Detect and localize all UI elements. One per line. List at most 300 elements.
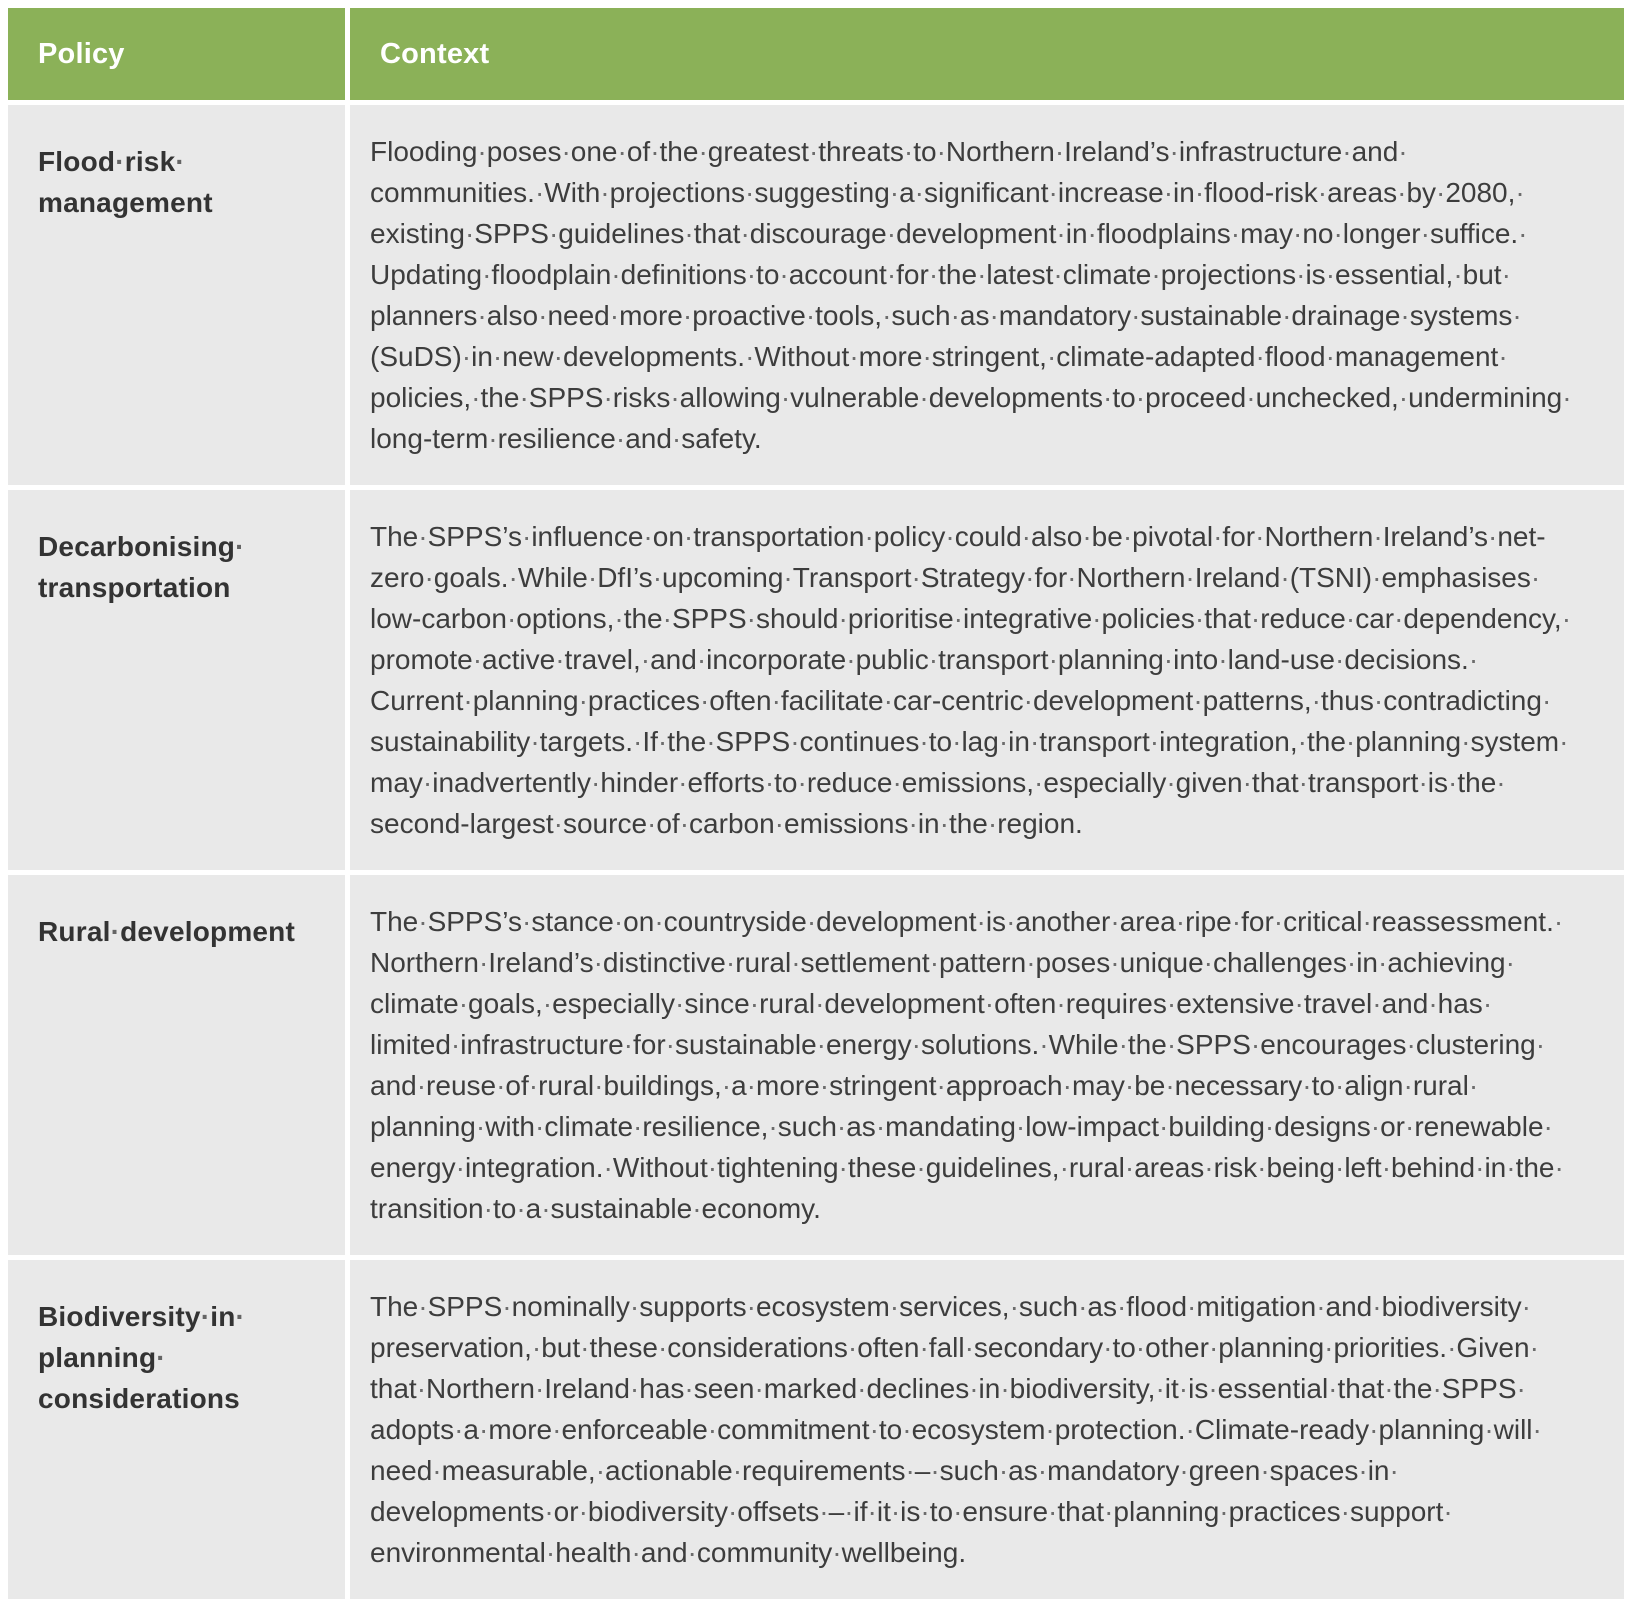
- space-formatting-mark: ·: [928, 644, 939, 675]
- space-formatting-mark: ·: [1370, 1111, 1381, 1142]
- space-formatting-mark: ·: [1034, 767, 1044, 798]
- space-formatting-mark: ·: [846, 644, 856, 675]
- space-formatting-mark: ·: [1135, 1332, 1146, 1363]
- space-formatting-mark: ·: [115, 146, 125, 177]
- space-formatting-mark: ·: [1398, 382, 1409, 413]
- table-row: [8, 875, 1624, 1255]
- space-formatting-mark: ·: [522, 906, 532, 937]
- space-formatting-mark: ·: [976, 906, 986, 937]
- space-formatting-mark: ·: [615, 423, 626, 454]
- space-formatting-mark: ·: [886, 218, 897, 249]
- space-formatting-mark: ·: [235, 1301, 246, 1332]
- space-formatting-mark: ·: [945, 521, 955, 552]
- space-formatting-mark: ·: [903, 136, 914, 167]
- space-formatting-mark: ·: [609, 300, 620, 331]
- space-formatting-mark: ·: [1203, 947, 1213, 978]
- space-formatting-mark: ·: [774, 808, 784, 839]
- space-formatting-mark: ·: [502, 1291, 512, 1322]
- space-formatting-mark: ·: [1053, 259, 1063, 290]
- space-formatting-mark: ·: [535, 1111, 545, 1142]
- space-formatting-mark: ·: [684, 218, 694, 249]
- space-formatting-mark: ·: [1103, 1332, 1113, 1363]
- space-formatting-mark: ·: [911, 1029, 921, 1060]
- space-formatting-mark: ·: [1175, 906, 1186, 937]
- space-formatting-mark: ·: [1029, 726, 1040, 757]
- space-formatting-mark: ·: [836, 1111, 847, 1142]
- space-formatting-mark: ·: [1292, 218, 1303, 249]
- space-formatting-mark: ·: [595, 1455, 606, 1486]
- space-formatting-mark: ·: [1406, 1029, 1416, 1060]
- space-formatting-mark: ·: [1110, 906, 1120, 937]
- space-formatting-mark: ·: [682, 300, 693, 331]
- space-formatting-mark: ·: [506, 603, 517, 634]
- space-formatting-mark: ·: [989, 300, 999, 331]
- space-formatting-mark: ·: [1373, 521, 1383, 552]
- space-formatting-mark: ·: [1554, 1152, 1564, 1183]
- space-formatting-mark: ·: [1443, 1496, 1453, 1527]
- space-formatting-mark: ·: [471, 382, 481, 413]
- space-formatting-mark: ·: [746, 603, 756, 634]
- space-formatting-mark: ·: [548, 218, 559, 249]
- space-formatting-mark: ·: [998, 726, 1009, 757]
- space-formatting-mark: ·: [1025, 562, 1035, 593]
- space-formatting-mark: ·: [600, 177, 610, 208]
- space-formatting-mark: ·: [1381, 1152, 1392, 1183]
- space-formatting-mark: ·: [1026, 947, 1036, 978]
- policy-context-table: [3, 3, 1629, 1604]
- space-formatting-mark: ·: [1045, 1414, 1055, 1445]
- space-formatting-mark: ·: [1316, 1291, 1326, 1322]
- space-formatting-mark: ·: [1257, 1152, 1267, 1183]
- space-formatting-mark: ·: [1219, 1496, 1229, 1527]
- space-formatting-mark: ·: [1131, 300, 1141, 331]
- space-formatting-mark: ·: [791, 947, 801, 978]
- space-formatting-mark: ·: [987, 808, 998, 839]
- space-formatting-mark: ·: [1280, 562, 1290, 593]
- space-formatting-mark: ·: [450, 1029, 461, 1060]
- space-formatting-mark: ·: [1418, 767, 1428, 798]
- space-formatting-mark: ·: [1461, 726, 1471, 757]
- space-formatting-mark: ·: [867, 1496, 877, 1527]
- space-formatting-mark: ·: [418, 906, 428, 937]
- space-formatting-mark: ·: [1333, 218, 1343, 249]
- space-formatting-mark: ·: [746, 1070, 756, 1101]
- space-formatting-mark: ·: [1541, 685, 1552, 716]
- space-formatting-mark: ·: [1335, 644, 1345, 675]
- space-formatting-mark: ·: [721, 1070, 732, 1101]
- space-formatting-mark: ·: [1384, 1373, 1394, 1404]
- space-formatting-mark: ·: [1179, 1455, 1189, 1486]
- space-formatting-mark: ·: [1242, 767, 1252, 798]
- space-formatting-mark: ·: [919, 1332, 929, 1363]
- space-formatting-mark: ·: [175, 146, 185, 177]
- space-formatting-mark: ·: [746, 259, 757, 290]
- space-formatting-mark: ·: [623, 1029, 633, 1060]
- space-formatting-mark: ·: [1193, 685, 1203, 716]
- space-formatting-mark: ·: [1372, 1291, 1382, 1322]
- space-formatting-mark: ·: [235, 531, 245, 562]
- space-formatting-mark: ·: [1110, 947, 1120, 978]
- space-formatting-mark: ·: [1056, 988, 1066, 1019]
- space-formatting-mark: ·: [488, 423, 498, 454]
- space-formatting-mark: ·: [671, 423, 682, 454]
- space-formatting-mark: ·: [936, 136, 946, 167]
- space-formatting-mark: ·: [928, 259, 939, 290]
- space-formatting-mark: ·: [1561, 603, 1572, 634]
- space-formatting-mark: ·: [587, 562, 598, 593]
- space-formatting-mark: ·: [1294, 988, 1304, 1019]
- space-formatting-mark: ·: [892, 767, 902, 798]
- space-formatting-mark: ·: [483, 1193, 493, 1224]
- space-formatting-mark: ·: [1518, 218, 1528, 249]
- space-formatting-mark: ·: [1194, 603, 1205, 634]
- space-formatting-mark: ·: [591, 767, 601, 798]
- space-formatting-mark: ·: [1062, 1070, 1072, 1101]
- space-formatting-mark: ·: [640, 644, 651, 675]
- space-formatting-mark: ·: [482, 259, 492, 290]
- space-formatting-mark: ·: [1037, 1455, 1048, 1486]
- space-formatting-mark: ·: [1543, 1111, 1553, 1142]
- space-formatting-mark: ·: [1516, 1373, 1526, 1404]
- space-formatting-mark: ·: [1488, 521, 1498, 552]
- space-formatting-mark: ·: [1009, 1291, 1019, 1322]
- space-formatting-mark: ·: [936, 1070, 946, 1101]
- space-formatting-mark: ·: [1218, 644, 1228, 675]
- space-formatting-mark: ·: [1056, 218, 1066, 249]
- space-formatting-mark: ·: [1078, 1291, 1088, 1322]
- space-formatting-mark: ·: [1394, 603, 1404, 634]
- space-formatting-mark: ·: [1342, 136, 1352, 167]
- space-formatting-mark: ·: [647, 808, 657, 839]
- space-formatting-mark: ·: [1092, 603, 1102, 634]
- space-formatting-mark: ·: [1506, 1152, 1516, 1183]
- space-formatting-mark: ·: [698, 136, 708, 167]
- space-formatting-mark: ·: [740, 218, 750, 249]
- space-formatting-mark: ·: [1432, 1373, 1442, 1404]
- space-formatting-mark: ·: [816, 1029, 826, 1060]
- space-formatting-mark: ·: [911, 562, 921, 593]
- space-formatting-mark: ·: [749, 988, 760, 1019]
- space-formatting-mark: ·: [1448, 767, 1458, 798]
- space-formatting-mark: ·: [1535, 1029, 1546, 1060]
- table-row: [8, 105, 1624, 485]
- space-formatting-mark: ·: [692, 1193, 702, 1224]
- space-formatting-mark: ·: [1468, 1070, 1479, 1101]
- space-formatting-mark: ·: [1325, 341, 1335, 372]
- space-formatting-mark: ·: [977, 259, 987, 290]
- space-formatting-mark: ·: [1067, 562, 1077, 593]
- space-formatting-mark: ·: [922, 341, 932, 372]
- column-header-context: Context: [350, 8, 1624, 100]
- space-formatting-mark: ·: [424, 562, 434, 593]
- space-formatting-mark: ·: [478, 1414, 489, 1445]
- space-formatting-mark: ·: [732, 1455, 743, 1486]
- space-formatting-mark: ·: [1372, 988, 1382, 1019]
- space-formatting-mark: ·: [1166, 767, 1176, 798]
- space-formatting-mark: ·: [1260, 1455, 1270, 1486]
- space-formatting-mark: ·: [819, 1070, 830, 1101]
- space-formatting-mark: ·: [1362, 906, 1372, 937]
- space-formatting-mark: ·: [1369, 1414, 1379, 1445]
- space-formatting-mark: ·: [953, 603, 963, 634]
- space-formatting-mark: ·: [1250, 603, 1261, 634]
- space-formatting-mark: ·: [617, 136, 627, 167]
- space-formatting-mark: ·: [1169, 136, 1179, 167]
- space-formatting-mark: ·: [1185, 562, 1195, 593]
- space-formatting-mark: ·: [1015, 1111, 1026, 1142]
- space-formatting-mark: ·: [519, 382, 529, 413]
- space-formatting-mark: ·: [542, 988, 553, 1019]
- space-formatting-mark: ·: [745, 341, 755, 372]
- space-formatting-mark: ·: [1118, 1029, 1128, 1060]
- space-formatting-mark: ·: [1264, 1111, 1275, 1142]
- space-formatting-mark: ·: [964, 1332, 974, 1363]
- space-formatting-mark: ·: [472, 644, 483, 675]
- space-formatting-mark: ·: [1116, 1291, 1127, 1322]
- space-formatting-mark: ·: [984, 988, 995, 1019]
- space-formatting-mark: ·: [1468, 644, 1479, 675]
- space-formatting-mark: ·: [1230, 218, 1241, 249]
- space-formatting-mark: ·: [593, 947, 603, 978]
- space-formatting-mark: ·: [418, 1291, 428, 1322]
- space-formatting-mark: ·: [654, 906, 664, 937]
- space-formatting-mark: ·: [633, 726, 643, 757]
- space-formatting-mark: ·: [538, 300, 548, 331]
- space-formatting-mark: ·: [531, 1332, 542, 1363]
- space-formatting-mark: ·: [857, 1373, 867, 1404]
- space-formatting-mark: ·: [1498, 341, 1508, 372]
- space-formatting-mark: ·: [464, 218, 475, 249]
- space-formatting-mark: ·: [952, 726, 962, 757]
- space-formatting-mark: ·: [838, 603, 848, 634]
- space-formatting-mark: ·: [1000, 1373, 1010, 1404]
- space-formatting-mark: ·: [603, 382, 613, 413]
- space-formatting-mark: ·: [1324, 1332, 1334, 1363]
- space-formatting-mark: ·: [1559, 726, 1569, 757]
- space-formatting-mark: ·: [670, 382, 680, 413]
- space-formatting-mark: ·: [797, 767, 807, 798]
- space-formatting-mark: ·: [544, 1496, 554, 1527]
- space-formatting-mark: ·: [1436, 177, 1446, 208]
- space-formatting-mark: ·: [463, 685, 473, 716]
- space-formatting-mark: ·: [1208, 1332, 1219, 1363]
- space-formatting-mark: ·: [914, 177, 924, 208]
- context-cell-rural-development: The·SPPS’s·stance·on·countryside·development·is·another·area·ripe·for·critical·reassessment.·Northern·Ireland’s·distinctive·rural·settlement·pattern·poses·unique·challenges·in·achieving·climate·goals,·especially·since·rural·development·often·requires·extensive·travel·and·has·limited·infrastructure·for·sustainable·energy·solutions.·While·the·SPPS·encourages·clustering·and·reuse·of·rural·buildings,·a·more·stringent·approach·may·be·necessary·to·align·rural·planning·with·climate·resilience,·such·as·mandating·low-impact·building·designs·or·renewable·energy·integration.·Without·tightening·these·guidelines,·rural·areas·risk·being·left·behind·in·the·transition·to·a·sustainable·economy.: [350, 875, 1624, 1255]
- space-formatting-mark: ·: [1447, 1332, 1457, 1363]
- space-formatting-mark: ·: [764, 767, 775, 798]
- space-formatting-mark: ·: [806, 906, 817, 937]
- space-formatting-mark: ·: [516, 1193, 526, 1224]
- space-formatting-mark: ·: [706, 726, 716, 757]
- space-formatting-mark: ·: [1521, 1291, 1531, 1322]
- space-formatting-mark: ·: [768, 1111, 778, 1142]
- space-formatting-mark: ·: [580, 1332, 590, 1363]
- space-formatting-mark: ·: [1204, 1152, 1214, 1183]
- space-formatting-mark: ·: [1553, 906, 1564, 937]
- space-formatting-mark: ·: [1482, 988, 1493, 1019]
- space-formatting-mark: ·: [1087, 218, 1097, 249]
- space-formatting-mark: ·: [455, 1152, 465, 1183]
- space-formatting-mark: ·: [844, 1496, 854, 1527]
- space-formatting-mark: ·: [1420, 218, 1430, 249]
- space-formatting-mark: ·: [1273, 906, 1284, 937]
- space-formatting-mark: ·: [665, 1029, 675, 1060]
- space-formatting-mark: ·: [886, 259, 897, 290]
- space-formatting-mark: ·: [919, 726, 929, 757]
- space-formatting-mark: ·: [496, 1070, 506, 1101]
- space-formatting-mark: ·: [969, 1373, 979, 1404]
- space-formatting-mark: ·: [805, 300, 816, 331]
- space-formatting-mark: ·: [657, 726, 668, 757]
- space-formatting-mark: ·: [847, 1332, 858, 1363]
- space-formatting-mark: ·: [1282, 300, 1292, 331]
- space-formatting-mark: ·: [1255, 521, 1265, 552]
- space-formatting-mark: ·: [779, 259, 789, 290]
- space-formatting-mark: ·: [707, 1152, 718, 1183]
- space-formatting-mark: ·: [545, 1537, 556, 1568]
- column-header-policy: Policy: [8, 8, 345, 100]
- space-formatting-mark: ·: [1122, 521, 1133, 552]
- space-formatting-mark: ·: [552, 1414, 562, 1445]
- space-formatting-mark: ·: [889, 1291, 900, 1322]
- context-cell-decarbonising-transportation: The·SPPS’s·influence·on·transportation·policy·could·also·be·pivotal·for·Northern·Ireland’s·net-zero·goals.·While·DfI’s·upcoming·Transport·Strategy·for·Northern·Ireland·(TSNI)·emphasises·low-carbon·options,·the·SPPS·should·prioritise·integrative·policies·that·reduce·car·dependency,·promote·active·travel,·and·incorporate·public·transport·planning·into·land-use·decisions.·Current·planning·practices·often·facilitate·car-centric·development·patterns,·thus·contradicting·sustainability·targets.·If·the·SPPS·continues·to·lag·in·transport·integration,·the·planning·system·may·inadvertently·hinder·efforts·to·reduce·emissions,·especially·given·that·transport·is·the·second-largest·source·of·carbon·emissions·in·the·region.: [350, 490, 1624, 870]
- space-formatting-mark: ·: [1345, 603, 1356, 634]
- space-formatting-mark: ·: [684, 1373, 694, 1404]
- space-formatting-mark: ·: [1340, 1496, 1350, 1527]
- space-formatting-mark: ·: [1529, 1332, 1539, 1363]
- space-formatting-mark: ·: [1185, 1414, 1195, 1445]
- space-formatting-mark: ·: [875, 1111, 886, 1142]
- space-formatting-mark: ·: [418, 521, 428, 552]
- space-formatting-mark: ·: [699, 685, 710, 716]
- space-formatting-mark: ·: [478, 947, 489, 978]
- space-formatting-mark: ·: [920, 1496, 930, 1527]
- space-formatting-mark: ·: [1194, 177, 1205, 208]
- space-formatting-mark: ·: [1187, 1291, 1197, 1322]
- space-formatting-mark: ·: [953, 1496, 963, 1527]
- space-formatting-mark: ·: [578, 1496, 588, 1527]
- space-formatting-mark: ·: [1124, 1152, 1135, 1183]
- space-formatting-mark: ·: [1345, 726, 1356, 757]
- space-formatting-mark: ·: [780, 382, 791, 413]
- space-formatting-mark: ·: [1059, 1152, 1069, 1183]
- space-formatting-mark: ·: [939, 808, 949, 839]
- space-formatting-mark: ·: [534, 177, 545, 208]
- space-formatting-mark: ·: [1373, 685, 1384, 716]
- space-formatting-mark: ·: [783, 562, 793, 593]
- space-formatting-mark: ·: [1400, 300, 1410, 331]
- space-formatting-mark: ·: [883, 685, 893, 716]
- space-formatting-mark: ·: [1403, 1070, 1413, 1101]
- space-formatting-mark: ·: [1515, 177, 1525, 208]
- space-formatting-mark: ·: [432, 1455, 442, 1486]
- space-formatting-mark: ·: [1135, 382, 1146, 413]
- space-formatting-mark: ·: [1302, 1070, 1312, 1101]
- space-formatting-mark: ·: [1046, 341, 1057, 372]
- space-formatting-mark: ·: [1335, 1152, 1345, 1183]
- table-row: [8, 490, 1624, 870]
- space-formatting-mark: ·: [461, 341, 472, 372]
- space-formatting-mark: ·: [1165, 1070, 1175, 1101]
- space-formatting-mark: ·: [652, 562, 663, 593]
- table-row: [8, 1260, 1624, 1599]
- space-formatting-mark: ·: [678, 767, 688, 798]
- space-formatting-mark: ·: [754, 1373, 764, 1404]
- space-formatting-mark: ·: [1532, 1414, 1542, 1445]
- space-formatting-mark: ·: [1023, 685, 1033, 716]
- space-formatting-mark: ·: [477, 300, 487, 331]
- space-formatting-mark: ·: [1298, 767, 1308, 798]
- space-formatting-mark: ·: [561, 136, 571, 167]
- space-formatting-mark: ·: [1428, 988, 1438, 1019]
- space-formatting-mark: ·: [1149, 726, 1160, 757]
- space-formatting-mark: ·: [687, 1537, 697, 1568]
- space-formatting-mark: ·: [889, 177, 900, 208]
- space-formatting-mark: ·: [819, 1496, 829, 1527]
- space-formatting-mark: ·: [1562, 382, 1572, 413]
- space-formatting-mark: ·: [905, 1455, 915, 1486]
- space-formatting-mark: ·: [1501, 259, 1511, 290]
- space-formatting-mark: ·: [1006, 906, 1016, 937]
- space-formatting-mark: ·: [508, 562, 518, 593]
- space-formatting-mark: ·: [1166, 1029, 1177, 1060]
- space-formatting-mark: ·: [528, 1070, 539, 1101]
- context-cell-flood-risk: Flooding·poses·one·of·the·greatest·threats·to·Northern·Ireland’s·infrastructure·and·communities.·With·projections·suggesting·a·significant·increase·in·flood-risk·areas·by·2080,·existing·SPPS·guidelines·that·discourage·development·in·floodplains·may·no·longer·suffice.·Updating·floodplain·definitions·to·account·for·the·latest·climate·projections·is·essential,·but·planners·also·need·more·proactive·tools,·such·as·mandatory·sustainable·drainage·systems·(SuDS)·in·new·developments.·Without·more·stringent,·climate-adapted·flood·management·policies,·the·SPPS·risks·allowing·vulnerable·developments·to·proceed·unchecked,·undermining·long-term·resilience·and·safety.: [350, 105, 1624, 485]
- space-formatting-mark: ·: [1297, 726, 1307, 757]
- space-formatting-mark: ·: [458, 988, 469, 1019]
- space-formatting-mark: ·: [1163, 644, 1174, 675]
- space-formatting-mark: ·: [838, 1152, 848, 1183]
- space-formatting-mark: ·: [675, 988, 685, 1019]
- space-formatting-mark: ·: [1163, 177, 1174, 208]
- space-formatting-mark: ·: [1378, 947, 1388, 978]
- space-formatting-mark: ·: [864, 521, 874, 552]
- space-formatting-mark: ·: [603, 1152, 613, 1183]
- space-formatting-mark: ·: [1397, 177, 1407, 208]
- space-formatting-mark: ·: [1246, 382, 1256, 413]
- space-formatting-mark: ·: [422, 767, 433, 798]
- space-formatting-mark: ·: [475, 1111, 486, 1142]
- space-formatting-mark: ·: [611, 259, 621, 290]
- space-formatting-mark: ·: [1048, 1496, 1058, 1527]
- space-formatting-mark: ·: [555, 644, 565, 675]
- space-formatting-mark: ·: [1512, 300, 1522, 331]
- space-formatting-mark: ·: [633, 1111, 643, 1142]
- space-formatting-mark: ·: [869, 1414, 879, 1445]
- space-formatting-mark: ·: [1082, 521, 1092, 552]
- space-formatting-mark: ·: [950, 300, 960, 331]
- space-formatting-mark: ·: [541, 1193, 551, 1224]
- space-formatting-mark: ·: [454, 1414, 464, 1445]
- context-cell-biodiversity: The·SPPS·nominally·supports·ecosystem·services,·such·as·flood·mitigation·and·biodiversity·preservation,·but·these·considerations·often·fall·secondary·to·other·planning·priorities.·Given·that·Northern·Ireland·has·seen·marked·declines·in·biodiversity,·it·is·essential·that·the·SPPS·adopts·a·more·enforceable·commitment·to·ecosystem·protection.·Climate-ready·planning·will·need·measurable,·actionable·requirements·–·such·as·mandatory·green·spaces·in·developments·or·biodiversity·offsets·–·if·it·is·to·ensure·that·planning·practices·support·environmental·health·and·community·wellbeing.: [350, 1260, 1624, 1599]
- space-formatting-mark: ·: [696, 644, 707, 675]
- space-formatting-mark: ·: [1484, 1414, 1494, 1445]
- space-formatting-mark: ·: [1231, 906, 1242, 937]
- space-formatting-mark: ·: [929, 947, 940, 978]
- space-formatting-mark: ·: [890, 1496, 901, 1527]
- space-formatting-mark: ·: [594, 1070, 604, 1101]
- space-formatting-mark: ·: [707, 1414, 718, 1445]
- space-formatting-mark: ·: [1103, 382, 1113, 413]
- space-formatting-mark: ·: [643, 521, 653, 552]
- space-formatting-mark: ·: [998, 1455, 1009, 1486]
- space-formatting-mark: ·: [1208, 1373, 1218, 1404]
- space-formatting-mark: ·: [200, 1301, 211, 1332]
- space-formatting-mark: ·: [156, 1342, 166, 1373]
- space-formatting-mark: ·: [727, 1496, 738, 1527]
- space-formatting-mark: ·: [530, 726, 540, 757]
- space-formatting-mark: ·: [1505, 947, 1515, 978]
